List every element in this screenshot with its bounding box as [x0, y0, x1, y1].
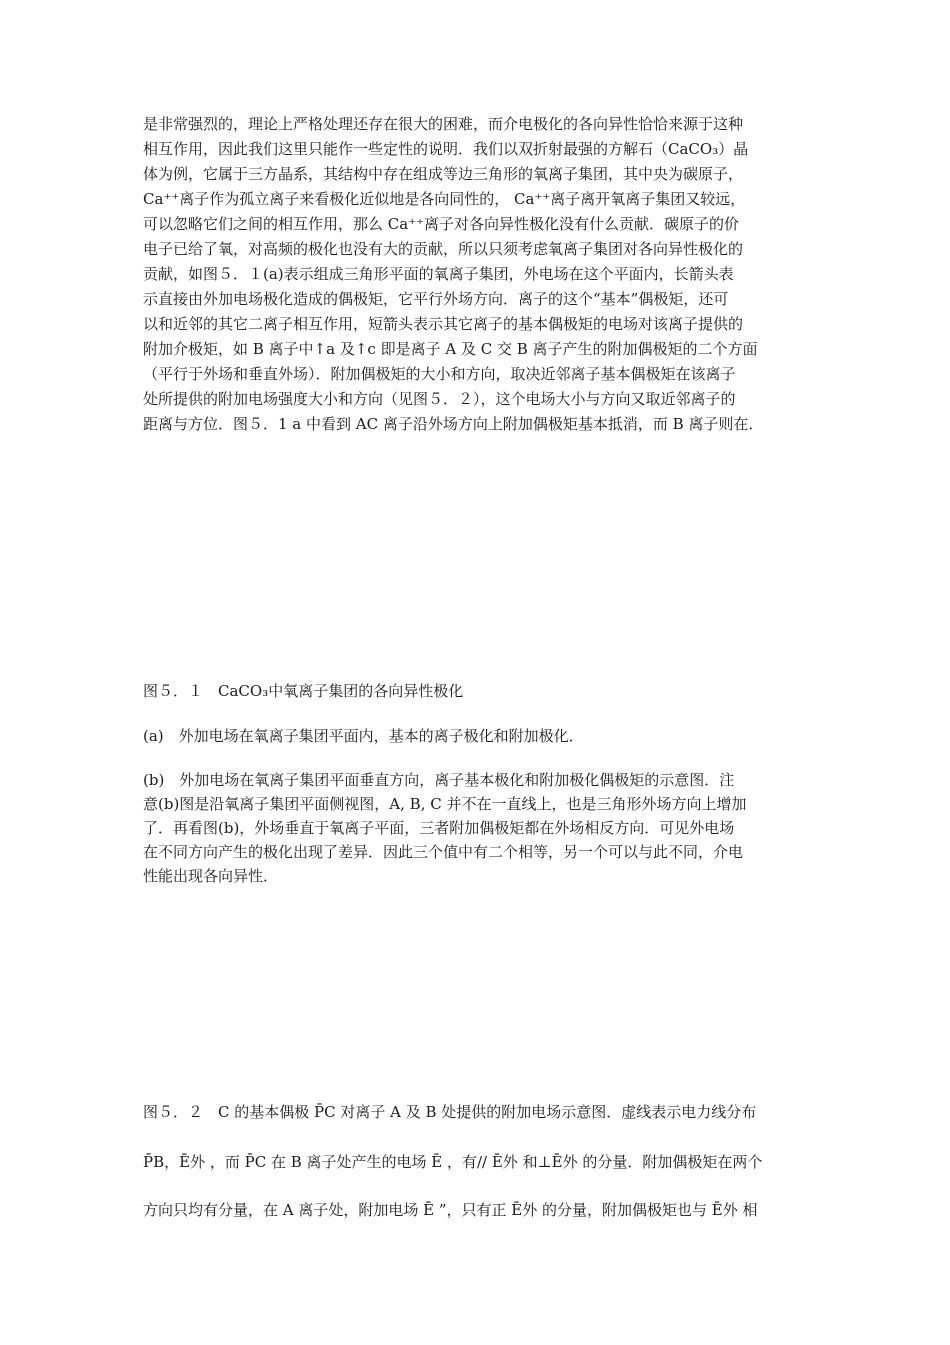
figure-5-1-item-b [143, 768, 807, 888]
text-line: Ca⁺⁺离子作为孤立离子来看极化近似地是各向同性的， Ca⁺⁺离子离开氧离子集团又较远， [143, 190, 746, 208]
text-line: 处所提供的附加电场强度大小和方向（见图５．２），这个电场大小与方向又取近邻离子的 [143, 390, 736, 408]
body-paragraph [143, 112, 807, 437]
text-line: 是非常强烈的，理论上严格处理还存在很大的困难，而介电极化的各向异性恰恰来源于这种 [143, 115, 744, 133]
text-line: 可以忽略它们之间的相互作用，那么 Ca⁺⁺离子对各向异性极化没有什么贡献．碳原子的价 [143, 215, 740, 233]
text-line: 示直接由外加电场极化造成的偶极矩，它平行外场方向．离子的这个“基本”偶极矩，还可 [143, 290, 729, 308]
text-line: （平行于外场和垂直外场）．附加偶极矩的大小和方向，取决近邻离子基本偶极矩在该离子 [143, 365, 736, 383]
figure-5-2-caption-line-2: P̄B，Ē外 ，而 P̄C 在 B 离子处产生的电场 Ē ，有// Ē外 和⊥Ē外 的分量．附加偶极矩在两个 [143, 1153, 763, 1171]
text-line: 在不同方向产生的极化出现了差异．因此三个值中有二个相等，另一个可以与此不同，介电 [143, 843, 744, 861]
text-line: 电子已给了氧，对高频的极化也没有大的贡献，所以只须考虑氧离子集团对各向异性极化的 [143, 240, 744, 258]
figure-5-2-caption-line-3: 方向只均有分量，在 A 离子处，附加电场 Ē ”，只有正 Ē外 的分量，附加偶极矩也与 Ē外 相 [143, 1201, 758, 1219]
figure-5-1-caption: 图５．１ CaCO₃中氧离子集团的各向异性极化 [143, 682, 464, 700]
text-line: 距离与方位．图５．1 a 中看到 AC 离子沿外场方向上附加偶极矩基本抵消，而 B 离子则在． [143, 415, 764, 433]
text-line: 相互作用，因此我们这里只能作一些定性的说明．我们以双折射最强的方解石（CaCO₃）晶 [143, 140, 749, 158]
text-line: 意(b)图是沿氧离子集团平面侧视图，A, B, C 并不在一直线上，也是三角形外场方向上增加 [143, 795, 747, 813]
text-line: 体为例，它属于三方晶系，其结构中存在组成等边三角形的氧离子集团，其中央为碳原子， [143, 165, 744, 183]
figure-5-2-caption-line-1: 图５．２ C 的基本偶极 P̄C 对离子 A 及 B 处提供的附加电场示意图．虚线表示电力线分布 [143, 1103, 757, 1121]
text-line: (b) 外加电场在氧离子集团平面垂直方向，离子基本极化和附加极化偶极矩的示意图．注 [143, 771, 735, 789]
text-line: 贡献，如图５．１(a)表示组成三角形平面的氧离子集团，外电场在这个平面内，长箭头表 [143, 265, 734, 283]
text-line: 附加介极矩，如 B 离子中↑a 及↑c 即是离子 A 及 C 交 B 离子产生的附加偶极矩的二个方面 [143, 340, 758, 358]
text-line: 性能出现各向异性． [143, 867, 279, 885]
figure-5-1-item-a: (a) 外加电场在氧离子集团平面内，基本的离子极化和附加极化． [143, 727, 584, 745]
text-line: 了．再看图(b)，外场垂直于氧离子平面，三者附加偶极矩都在外场相反方向．可见外电场 [143, 819, 735, 837]
text-line: 以和近邻的其它二离子相互作用，短箭头表示其它离子的基本偶极矩的电场对该离子提供的 [143, 315, 744, 333]
